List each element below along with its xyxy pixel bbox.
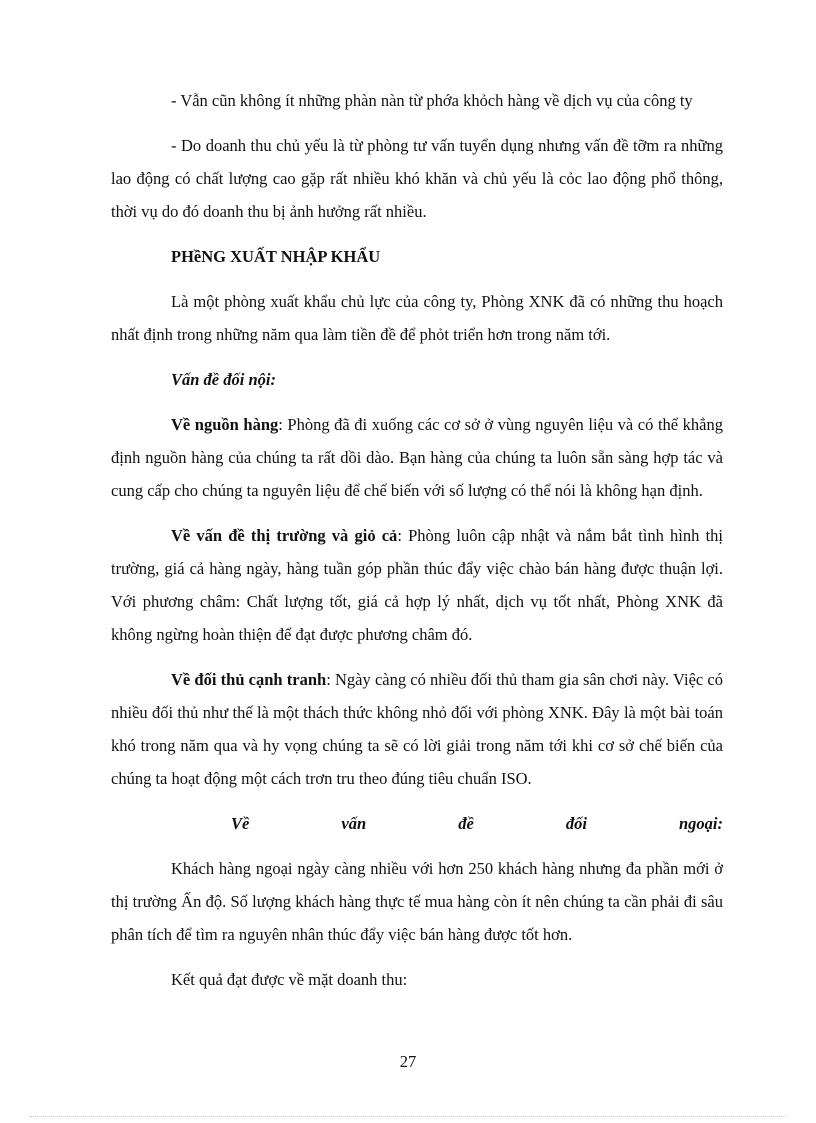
page-number: 27 bbox=[399, 1052, 417, 1071]
subheading-external-word: Về bbox=[231, 814, 250, 833]
paragraph-intro: Là một phòng xuất khẩu chủ lực của công ty, Phòng XNK đã có những thu hoạch nhất định trong những năm qua làm tiền đề để phỏt triển hơn trong năm tới. bbox=[111, 292, 723, 344]
subheading-external-word: ngoại: bbox=[678, 814, 723, 833]
text-sources: : Phòng đã đi xuống các cơ sở ở vùng nguyên liệu và có thể khẳng định nguồn hàng của chúng ta rất dồi dào. Bạn hàng của chúng ta luôn sẵn sàng hợp tác và cung cấp cho chúng ta nguyên liệu để chế biến với số lượng có thể nói là không hạn định. bbox=[111, 415, 723, 500]
section-heading: PHềNG XUẤT NHẬP KHẨU bbox=[171, 247, 381, 266]
text-market: : Phòng luôn cập nhật và nắm bắt tình hình thị trường, giá cả hàng ngày, hàng tuần góp phần thúc đẩy việc chào bán hàng được thuận lợi. Với phương châm: Chất lượng tốt, giá cả hợp lý nhất, dịch vụ tốt nhất, Phòng XNK đã không ngừng hoàn thiện để đạt được phương châm đó. bbox=[111, 526, 723, 644]
subheading-external bbox=[111, 807, 723, 840]
label-market: Về vấn đề thị trường và giỏ cả bbox=[171, 526, 398, 545]
subheading-external-word: đối bbox=[565, 814, 587, 833]
paragraph-complaints: - Vẫn cũn không ít những phàn nàn từ phớa khỏch hàng về dịch vụ của công ty bbox=[171, 91, 693, 110]
paragraph-sources bbox=[111, 408, 723, 507]
paragraph-customers: Khách hàng ngoại ngày càng nhiều với hơn 250 khách hàng nhưng đa phần mới ở thị trường Ấn độ. Số lượng khách hàng thực tế mua hàng còn ít nên chúng ta cần phải đi sâu phân tích để tìm ra nguyên nhân thúc đẩy việc bán hàng được tốt hơn. bbox=[111, 859, 723, 944]
subheading-internal: Vấn đề đối nội: bbox=[171, 370, 276, 389]
footer-divider bbox=[30, 1116, 786, 1117]
text-competitors: : Ngày càng có nhiều đối thủ tham gia sân chơi này. Việc có nhiều đối thủ như thế là một thách thức không nhỏ đối với phòng XNK. Đây là một bài toán khó trong năm qua và hy vọng chúng ta sẽ có lời giải trong năm tới khi cơ sở chế biến của chúng ta hoạt động một cách trơn tru theo đúng tiêu chuẩn ISO. bbox=[111, 670, 723, 788]
label-competitors: Về đối thủ cạnh tranh bbox=[171, 670, 327, 689]
paragraph-results: Kết quả đạt được về mặt doanh thu: bbox=[171, 970, 408, 989]
subheading-external-word: đề bbox=[458, 814, 474, 833]
paragraph-revenue-issue: - Do doanh thu chủ yếu là từ phòng tư vấn tuyển dụng nhưng vấn đề tỡm ra những lao động có chất lượng cao gặp rất nhiều khó khăn và chủ yếu là cỏc lao động phổ thông, thời vụ do đó doanh thu bị ảnh hưởng rất nhiều. bbox=[111, 136, 723, 221]
paragraph-competitors bbox=[111, 663, 723, 795]
subheading-external-word: vấn bbox=[341, 814, 367, 833]
document-body bbox=[111, 84, 723, 1008]
label-sources: Về nguồn hàng bbox=[171, 415, 279, 434]
paragraph-market bbox=[111, 519, 723, 651]
